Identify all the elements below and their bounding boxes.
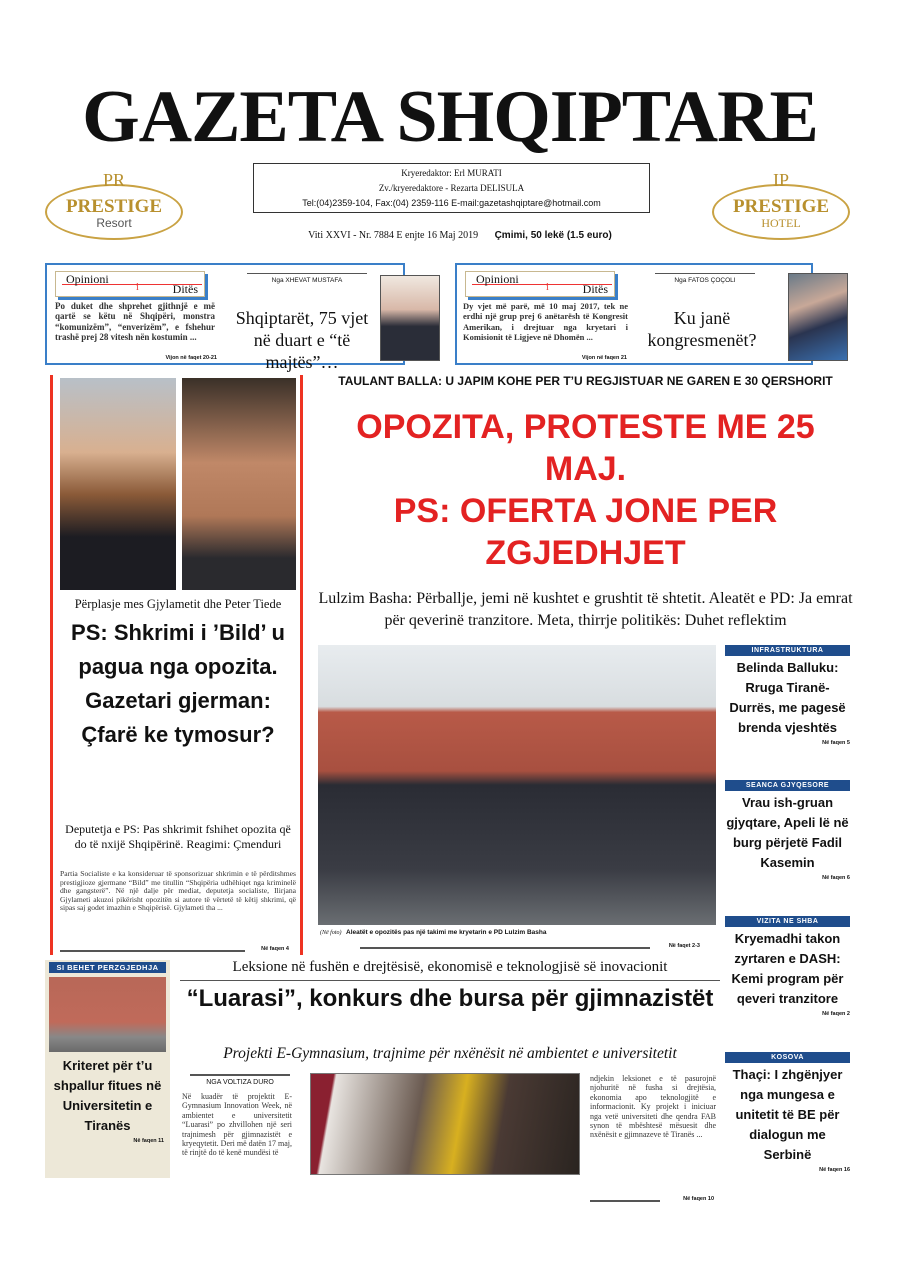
- photo-tiede: [182, 378, 296, 590]
- opinion-excerpt: Po duket dhe shprehet gjithnjë e më qartë se këtu në Shqipëri, monstra “komunizëm”, “enverizëm”, e fshehur trashë prej 28 vitesh nën kostumin ...: [55, 301, 215, 343]
- logo-name: PRESTIGE: [732, 196, 830, 217]
- sidebar-item[interactable]: [725, 645, 850, 746]
- divider: [180, 980, 720, 981]
- tag-opinioni: Opinioni: [66, 272, 109, 286]
- sidebar-headline[interactable]: Thaçi: I zhgënjyer nga mungesa e unitetit të BE për dialogun me Serbinë: [732, 1067, 843, 1162]
- category-label: SEANCA GJYQESORE: [725, 780, 850, 791]
- sidebar-item[interactable]: [725, 1052, 850, 1173]
- bottom-left-box[interactable]: [45, 960, 170, 1178]
- dateline: [240, 230, 680, 241]
- bottom-headline[interactable]: “Luarasi”, konkurs dhe bursa për gjimnazistët: [186, 985, 714, 1012]
- sidebar-headline[interactable]: Vrau ish-gruan gjyqtare, Apeli lë në burg përjetë Fadil Kasemin: [726, 795, 849, 870]
- red-rule: [50, 375, 53, 955]
- category-label: INFRASTRUKTURA: [725, 645, 850, 656]
- continue-link[interactable]: Vijon në faqet 20-21: [165, 355, 217, 361]
- deputy-editor: Zv./kryeredaktore - Rezarta DELISULA: [378, 183, 525, 193]
- continue-link[interactable]: Në faqen 10: [683, 1196, 714, 1202]
- logo-name: PRESTIGE: [65, 196, 163, 217]
- continue-link[interactable]: Në faqet 2-3: [668, 943, 700, 949]
- tag-dites: Ditës: [582, 282, 608, 296]
- byline: NGA VOLTIZA DURO: [206, 1079, 274, 1086]
- continue-link[interactable]: Në faqen 11: [133, 1138, 164, 1144]
- opinion-box[interactable]: [455, 263, 813, 365]
- continue-link[interactable]: Vijon në faqen 21: [581, 355, 627, 361]
- opinion-tag: [465, 271, 615, 297]
- continue-link[interactable]: Në faqen 2: [822, 1011, 850, 1017]
- byline: Nga FATOS ÇOÇOLI: [655, 273, 755, 284]
- issue-info: Viti XXVI - Nr. 7884 E enjte 16 Maj 2019: [308, 230, 479, 241]
- logo-sub: HOTEL: [761, 216, 801, 230]
- editor: Kryeredaktor: Erl MURATI: [401, 168, 502, 178]
- opinion-headline[interactable]: Ku janë kongresmenët?: [647, 308, 757, 350]
- category-label: SI BEHET PERZGJEDHJA: [49, 962, 166, 973]
- left-subhead: Deputetja e PS: Pas shkrimit fshihet opozita që do të nxijë Shqipërinë. Reagimi: Çmenduri: [65, 822, 291, 851]
- prestige-hotel-logo: [712, 170, 850, 242]
- bottom-col-1: Në kuadër të projektit E-Gymnasium Innovation Week, në ambientet e universitetit “Luarasi” po zhvillohen një seri trajnimesh për gjimnazistët e kryeqytetit. Deri më datën 17 maj, të rinjtë do të kenë mundësi të: [182, 1092, 292, 1158]
- main-headline-2[interactable]: PS: OFERTA JONE PER ZGJEDHJET: [393, 492, 778, 572]
- photo-credit: (Në foto): [320, 930, 342, 936]
- byline: Nga XHEVAT MUSTAFA: [247, 273, 367, 284]
- author-photo: [380, 275, 440, 361]
- divider: [590, 1200, 660, 1202]
- opinion-box[interactable]: [45, 263, 405, 372]
- main-headline[interactable]: [318, 406, 853, 574]
- logo-sub: Resort: [96, 216, 132, 230]
- left-headline[interactable]: PS: Shkrimi i ’Bild’ u pagua nga opozita. Gazetari gjerman: Çfarë ke tymosur?: [71, 620, 285, 747]
- tag-dites: Ditës: [172, 282, 198, 296]
- tag-i: i: [136, 282, 139, 293]
- bottom-col-2: ndjekin leksionet e të pasurojnë njohuritë në fusha si drejtësia, ekonomia apo teknologjitë e informacionit. Ky projekt i iniciuar nga vetë universiteti dhe qendra FAB synon të mbështesë mësuesit dhe nxënësit e gjimnazeve të Tiranës ...: [590, 1074, 716, 1140]
- bottom-left-headline[interactable]: Kriteret për t’u shpallur fitues në Universitetin e Tiranës: [53, 1058, 162, 1133]
- logo-monogram: PR: [102, 170, 126, 190]
- main-photo-caption: Aleatët e opozitës pas një takimi me kryetarin e PD Lulzim Basha: [346, 929, 547, 936]
- opinion-headline[interactable]: Shqiptarët, 75 vjet në duart e “të majtës”…: [235, 308, 369, 372]
- main-photo: [318, 645, 716, 925]
- bottom-subhead: Projekti E-Gymnasium, trajnime për nxënësit në ambientet e universitetit: [223, 1045, 677, 1062]
- price: Çmimi, 50 lekë (1.5 euro): [494, 230, 612, 241]
- divider: [190, 1074, 290, 1076]
- main-subhead: Lulzim Basha: Përballje, jemi në kushtet e grushtit të shtetit. Aleatët e PD: Ja emrat për qeverinë tranzitore. Meta, thirrje politikës: Duhet reflektim: [318, 590, 853, 629]
- bottom-kicker: Leksione në fushën e drejtësisë, ekonomisë e teknologjisë së inovacionit: [232, 959, 668, 975]
- photo-gjylameti: [60, 378, 176, 590]
- main-headline-1[interactable]: OPOZITA, PROTESTE ME 25 MAJ.: [356, 408, 815, 488]
- tag-i: i: [546, 282, 549, 293]
- sidebar-headline[interactable]: Kryemadhi takon zyrtaren e DASH: Kemi program për qeveri tranzitore: [731, 931, 844, 1006]
- classroom-photo: [310, 1073, 580, 1175]
- category-label: VIZITA NE SHBA: [725, 916, 850, 927]
- category-label: KOSOVA: [725, 1052, 850, 1063]
- main-kicker: TAULANT BALLA: U JAPIM KOHE PER T’U REGJISTUAR NE GAREN E 30 QERSHORIT: [338, 374, 833, 388]
- sidebar-headline[interactable]: Belinda Balluku: Rruga Tiranë-Durrës, me pagesë brenda vjeshtës: [729, 660, 846, 735]
- logo-monogram: IP: [772, 170, 789, 190]
- masthead-title: GAZETA SHQIPTARE: [82, 76, 818, 158]
- tag-opinioni: Opinioni: [476, 272, 519, 286]
- prestige-resort-logo: [45, 170, 183, 242]
- left-body: Partia Socialiste e ka konsideruar të sponsorizuar shkrimin e të përditshmes prestigjioze gjermane “Bild” me titullin “Shqipëria udhëhiqet nga kriminelë dhe gangsterë”. Në një dalje për mediat, deputetja socialiste, Ilirjana Gjylameti akuzoi pikërisht opozitën si autore të vërtetë të këtij shkrimi, që sipas saj godet imazhin e Shqipërisë. Gjylameti tha ...: [60, 869, 296, 913]
- contact: Tel:(04)2359-104, Fax:(04) 2359-116 E-mail:gazetashqiptare@hotmail.com: [302, 198, 601, 208]
- university-photo: [49, 977, 166, 1052]
- sidebar-item[interactable]: [725, 916, 850, 1017]
- continue-link[interactable]: Në faqen 6: [822, 875, 850, 881]
- photo-caption: Përplasje mes Gjylametit dhe Peter Tiede: [74, 597, 282, 611]
- opinion-excerpt: Dy vjet më parë, më 10 maj 2017, tek ne erdhi një grup prej 6 anëtarësh të Kongresit Amerikan, i drejtuar nga kryetari i Komisionit të Ligjeve në Dhomën ...: [463, 301, 628, 343]
- continue-link[interactable]: Në faqen 4: [261, 946, 289, 952]
- continue-link[interactable]: Në faqen 5: [822, 740, 850, 746]
- opinion-tag: [55, 271, 205, 297]
- red-rule: [300, 375, 303, 955]
- sidebar-item[interactable]: [725, 780, 850, 881]
- continue-link[interactable]: Në faqen 16: [819, 1167, 850, 1173]
- divider: [60, 950, 245, 952]
- editorial-info-box: [253, 163, 650, 213]
- author-photo: [788, 273, 848, 361]
- divider: [360, 947, 650, 949]
